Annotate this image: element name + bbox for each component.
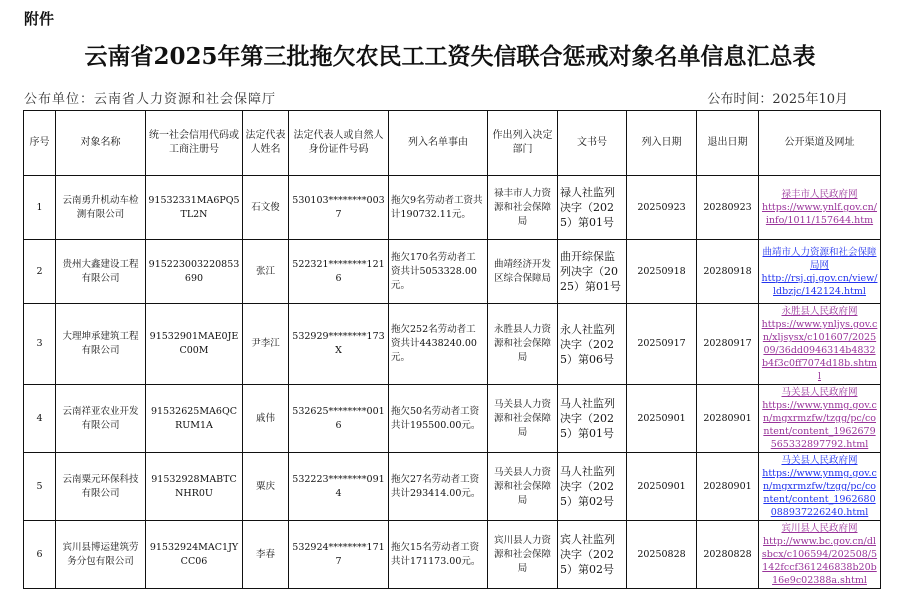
url-link[interactable]: https://www.ynmg.gov.cn/mgxrmzfw/tzgg/pc/content/content_1962680088937226240.html [762, 468, 877, 518]
public-channel [759, 521, 881, 589]
company-name: 大理坤承建筑工程有限公司 [56, 304, 146, 385]
document-title: 云南省2025年第三批拖欠农民工工资失信联合惩戒对象名单信息汇总表 [84, 43, 816, 70]
list-date: 20250917 [627, 304, 697, 385]
column-header: 对象名称 [56, 111, 146, 176]
legal-rep: 石文俊 [243, 176, 289, 240]
column-header: 文书号 [558, 111, 627, 176]
url-link[interactable]: http://rsj.qj.gov.cn/view/ldbzjc/142124.html [761, 272, 878, 297]
column-header: 列入日期 [627, 111, 697, 176]
department: 永胜县人力资源和社会保障局 [488, 304, 558, 385]
department: 宾川县人力资源和社会保障局 [488, 521, 558, 589]
credit-code: 915223003220853690 [146, 240, 243, 304]
id-number: 532223********0914 [289, 453, 389, 521]
table-row [24, 521, 881, 589]
id-number: 522321********1216 [289, 240, 389, 304]
site-name-link[interactable]: 永胜县人民政府网 [781, 306, 858, 317]
department: 马关县人力资源和社会保障局 [488, 385, 558, 453]
site-name-link[interactable]: 马关县人民政府网 [781, 387, 858, 398]
credit-code: 91532924MAC1JYCC06 [146, 521, 243, 589]
table-row [24, 385, 881, 453]
table-row [24, 453, 881, 521]
id-number: 532924********1717 [289, 521, 389, 589]
document-number: 永人社监列决字（2025）第06号 [558, 304, 627, 385]
row-number: 5 [24, 453, 56, 521]
column-header: 作出列入决定部门 [488, 111, 558, 176]
site-name-link[interactable]: 马关县人民政府网 [781, 455, 858, 466]
column-header: 公开渠道及网址 [759, 111, 881, 176]
url-link[interactable]: http://www.bc.gov.cn/dlsbcx/c106594/202508/5142fccf361246838b20b16e9c02388a.shtml [761, 536, 878, 586]
department: 曲靖经济开发区综合保障局 [488, 240, 558, 304]
legal-rep: 张江 [243, 240, 289, 304]
url-link[interactable]: https://www.ynmg.gov.cn/mgxrmzfw/tzgg/pc/content/content_1962679565332897792.html [762, 400, 877, 450]
document-number: 马人社监列决字（2025）第01号 [558, 385, 627, 453]
row-number: 6 [24, 521, 56, 589]
id-number: 530103********0037 [289, 176, 389, 240]
document-number: 宾人社监列决字（2025）第02号 [558, 521, 627, 589]
company-name: 云南粟元环保科技有限公司 [56, 453, 146, 521]
company-name: 云南勇升机动车检测有限公司 [56, 176, 146, 240]
publisher: 公布单位：云南省人力资源和社会保障厅 [24, 92, 277, 107]
legal-rep: 李春 [243, 521, 289, 589]
site-name-link[interactable]: 曲靖市人力资源和社会保障局网 [762, 246, 877, 271]
credit-code: 91532901MAE0JEC00M [146, 304, 243, 385]
column-header: 退出日期 [697, 111, 759, 176]
reason: 拖欠9名劳动者工资共计190732.11元。 [389, 176, 488, 240]
id-number: 532625********0016 [289, 385, 389, 453]
legal-rep: 尹李江 [243, 304, 289, 385]
table-row [24, 304, 881, 385]
public-channel [759, 240, 881, 304]
table-row [24, 176, 881, 240]
company-name: 云南祥亚农业开发有限公司 [56, 385, 146, 453]
department: 禄丰市人力资源和社会保障局 [488, 176, 558, 240]
table-row [24, 240, 881, 304]
public-channel [759, 304, 881, 385]
company-name: 贵州大鑫建设工程有限公司 [56, 240, 146, 304]
exit-date: 20280901 [697, 385, 759, 453]
reason: 拖欠50名劳动者工资共计195500.00元。 [389, 385, 488, 453]
column-header: 法定代表人姓名 [243, 111, 289, 176]
id-number: 532929********173X [289, 304, 389, 385]
department: 马关县人力资源和社会保障局 [488, 453, 558, 521]
column-header: 列入名单事由 [389, 111, 488, 176]
public-channel [759, 453, 881, 521]
list-date: 20250901 [627, 385, 697, 453]
exit-date: 20280828 [697, 521, 759, 589]
legal-rep: 戚伟 [243, 385, 289, 453]
reason: 拖欠27名劳动者工资共计293414.00元。 [389, 453, 488, 521]
reason: 拖欠15名劳动者工资共计171173.00元。 [389, 521, 488, 589]
exit-date: 20280917 [697, 304, 759, 385]
column-header: 序号 [24, 111, 56, 176]
credit-code: 91532928MABTCNHR0U [146, 453, 243, 521]
reason: 拖欠252名劳动者工资共计4438240.00元。 [389, 304, 488, 385]
header-row [24, 111, 881, 176]
exit-date: 20280923 [697, 176, 759, 240]
list-date: 20250901 [627, 453, 697, 521]
exit-date: 20280918 [697, 240, 759, 304]
column-header: 法定代表人或自然人身份证件号码 [289, 111, 389, 176]
document-number: 曲开综保监列决字（2025）第01号 [558, 240, 627, 304]
site-name-link[interactable]: 宾川县人民政府网 [781, 523, 858, 534]
credit-code: 91532625MA6QCRUM1A [146, 385, 243, 453]
publish-time: 公布时间：2025年10月 [707, 92, 848, 107]
credit-code: 91532331MA6PQ5TL2N [146, 176, 243, 240]
url-link[interactable]: https://www.ynlf.gov.cn/info/1011/157644.htm [761, 202, 878, 226]
row-number: 4 [24, 385, 56, 453]
public-channel [759, 176, 881, 240]
legal-rep: 粟庆 [243, 453, 289, 521]
row-number: 2 [24, 240, 56, 304]
exit-date: 20280901 [697, 453, 759, 521]
row-number: 1 [24, 176, 56, 240]
reason: 拖欠170名劳动者工资共计5053328.00元。 [389, 240, 488, 304]
public-channel [759, 385, 881, 453]
list-date: 20250828 [627, 521, 697, 589]
row-number: 3 [24, 304, 56, 385]
url-link[interactable]: https://www.ynljys.gov.cn/xljsysx/c101607/202509/36dd0946314b4832b4f3c0ff7074d18b.shtml [761, 319, 878, 382]
column-header: 统一社会信用代码或工商注册号 [146, 111, 243, 176]
attachment-label: 附件 [24, 10, 55, 28]
document-number: 禄人社监列决字（2025）第01号 [558, 176, 627, 240]
company-name: 宾川县博运建筑劳务分包有限公司 [56, 521, 146, 589]
document-number: 马人社监列决字（2025）第02号 [558, 453, 627, 521]
site-name-link[interactable]: 禄丰市人民政府网 [781, 189, 858, 200]
list-date: 20250923 [627, 176, 697, 240]
list-date: 20250918 [627, 240, 697, 304]
blacklist-table [23, 110, 881, 589]
